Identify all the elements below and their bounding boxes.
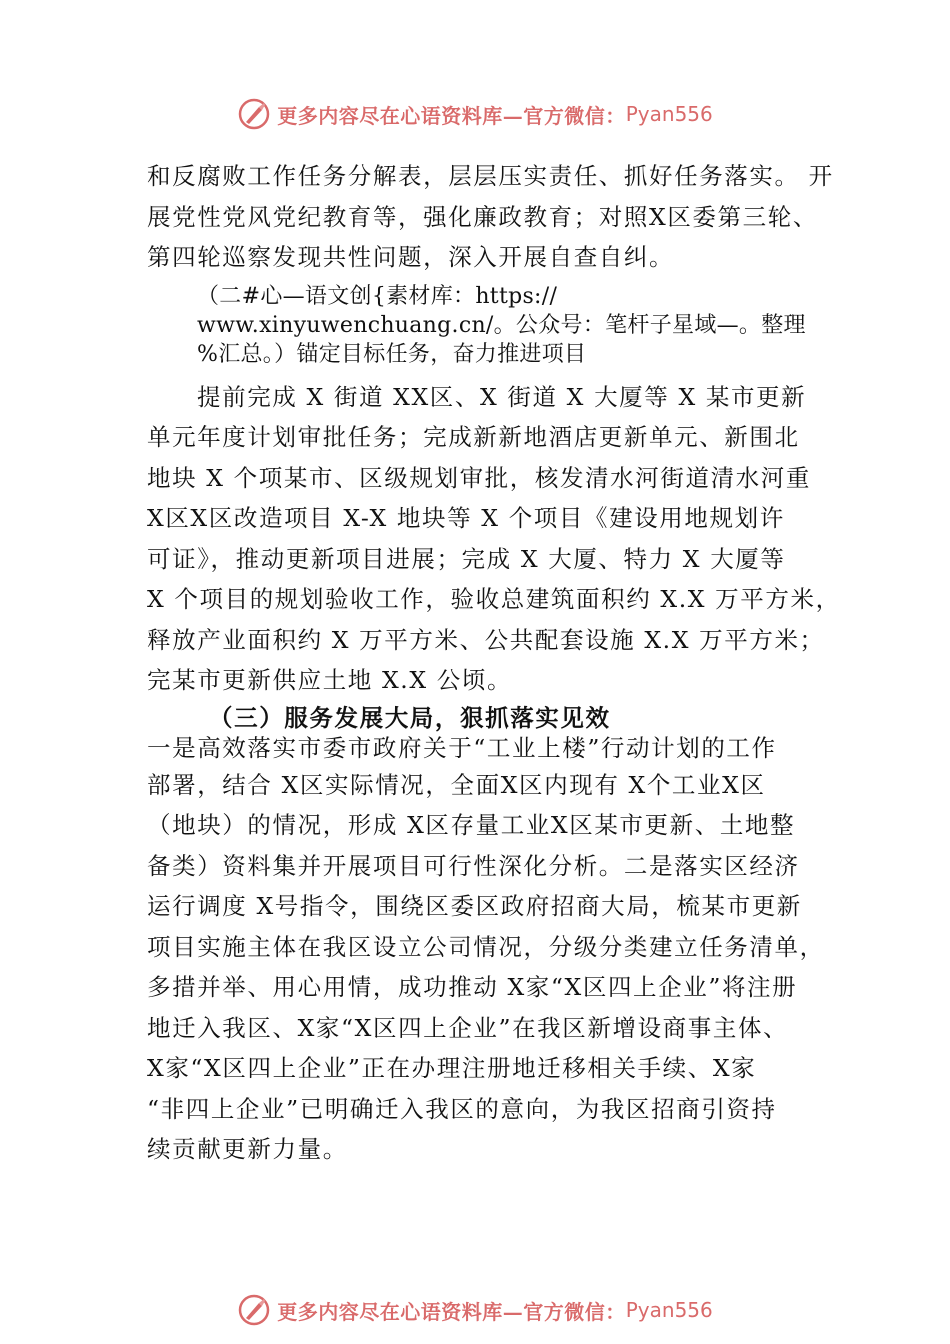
- banner-wechat-id: Pyan556: [625, 102, 713, 126]
- header-banner: [0, 94, 950, 134]
- text-line: 多措并举、用心用情，成功推动 X家“X区四上企业”将注册: [147, 973, 798, 1001]
- heading-line: （二#心—语文创{素材库：https://: [197, 283, 558, 309]
- section-2-heading: [147, 282, 827, 369]
- text-line: 第四轮巡察发现共性问题，深入开展自查自纠。: [147, 243, 675, 271]
- text-line: 一是高效落实市委市政府关于“工业上楼”行动计划的工作: [147, 733, 777, 762]
- text-line: 单元年度计划审批任务；完成新新地酒店更新单元、新围北: [147, 423, 800, 451]
- text-line: 完某市更新供应土地 X.X 公顷。: [147, 666, 513, 694]
- text-line: （地块）的情况，形成 X区存量工业X区某市更新、土地整: [147, 811, 796, 839]
- text-line: 和反腐败工作任务分解表，层层压实责任、抓好任务落实。 开: [147, 162, 834, 190]
- text-line: X家“X区四上企业”正在办理注册地迁移相关手续、X家: [147, 1054, 757, 1082]
- text-line: 续贡献更新力量。: [147, 1135, 348, 1163]
- quill-logo-icon: [237, 1293, 271, 1327]
- footer-banner: [0, 1290, 950, 1330]
- heading-line: www.xinyuwenchuang.cn/。公众号：笔杆子星域—。整理: [197, 312, 806, 338]
- paragraph-1: [147, 156, 834, 278]
- section-2-body: [147, 377, 841, 701]
- text-line: X区X区改造项目 X-X 地块等 X 个项目《建设用地规划许: [147, 504, 785, 532]
- text-line: 释放产业面积约 X 万平方米、公共配套设施 X.X 万平方米；: [147, 625, 825, 654]
- document-body: [147, 156, 841, 1170]
- banner-text: 更多内容尽在心语资料库—官方微信：: [277, 103, 626, 128]
- section-3-heading: （三）服务发展大局，狠抓落实见效: [209, 703, 611, 732]
- section-3-body: [147, 731, 827, 1170]
- text-line: X 个项目的规划验收工作，验收总建筑面积约 X.X 万平方米，: [147, 585, 841, 613]
- heading-line: %汇总。）锚定目标任务，奋力推进项目: [197, 341, 587, 367]
- text-line: 部署，结合 X区实际情况，全面X区内现有 X个工业X区: [147, 770, 766, 799]
- quill-logo-icon: [237, 97, 271, 131]
- text-line: 地迁入我区、X家“X区四上企业”在我区新增设商事主体、: [147, 1013, 789, 1042]
- text-line: 项目实施主体在我区设立公司情况，分级分类建立任务清单，: [147, 932, 825, 961]
- text-line: 展党性党风党纪教育等，强化廉政教育；对照X区委第三轮、: [147, 202, 818, 231]
- text-line: 备类）资料集并开展项目可行性深化分析。二是落实区经济: [147, 851, 800, 880]
- text-line: “非四上企业”已明确迁入我区的意向，为我区招商引资持: [147, 1094, 777, 1123]
- text-line: 地块 X 个项某市、区级规划审批，核发清水河街道清水河重: [147, 463, 811, 492]
- text-line: 提前完成 X 街道 XX区、X 街道 X 大厦等 X 某市更新: [197, 382, 807, 411]
- banner-text: 更多内容尽在心语资料库—官方微信：: [277, 1299, 626, 1324]
- banner-wechat-id: Pyan556: [625, 1298, 713, 1322]
- text-line: 运行调度 X号指令，围绕区委区政府招商大局，梳某市更新: [147, 892, 802, 920]
- text-line: 可证》，推动更新项目进展；完成 X 大厦、特力 X 大厦等: [147, 544, 786, 573]
